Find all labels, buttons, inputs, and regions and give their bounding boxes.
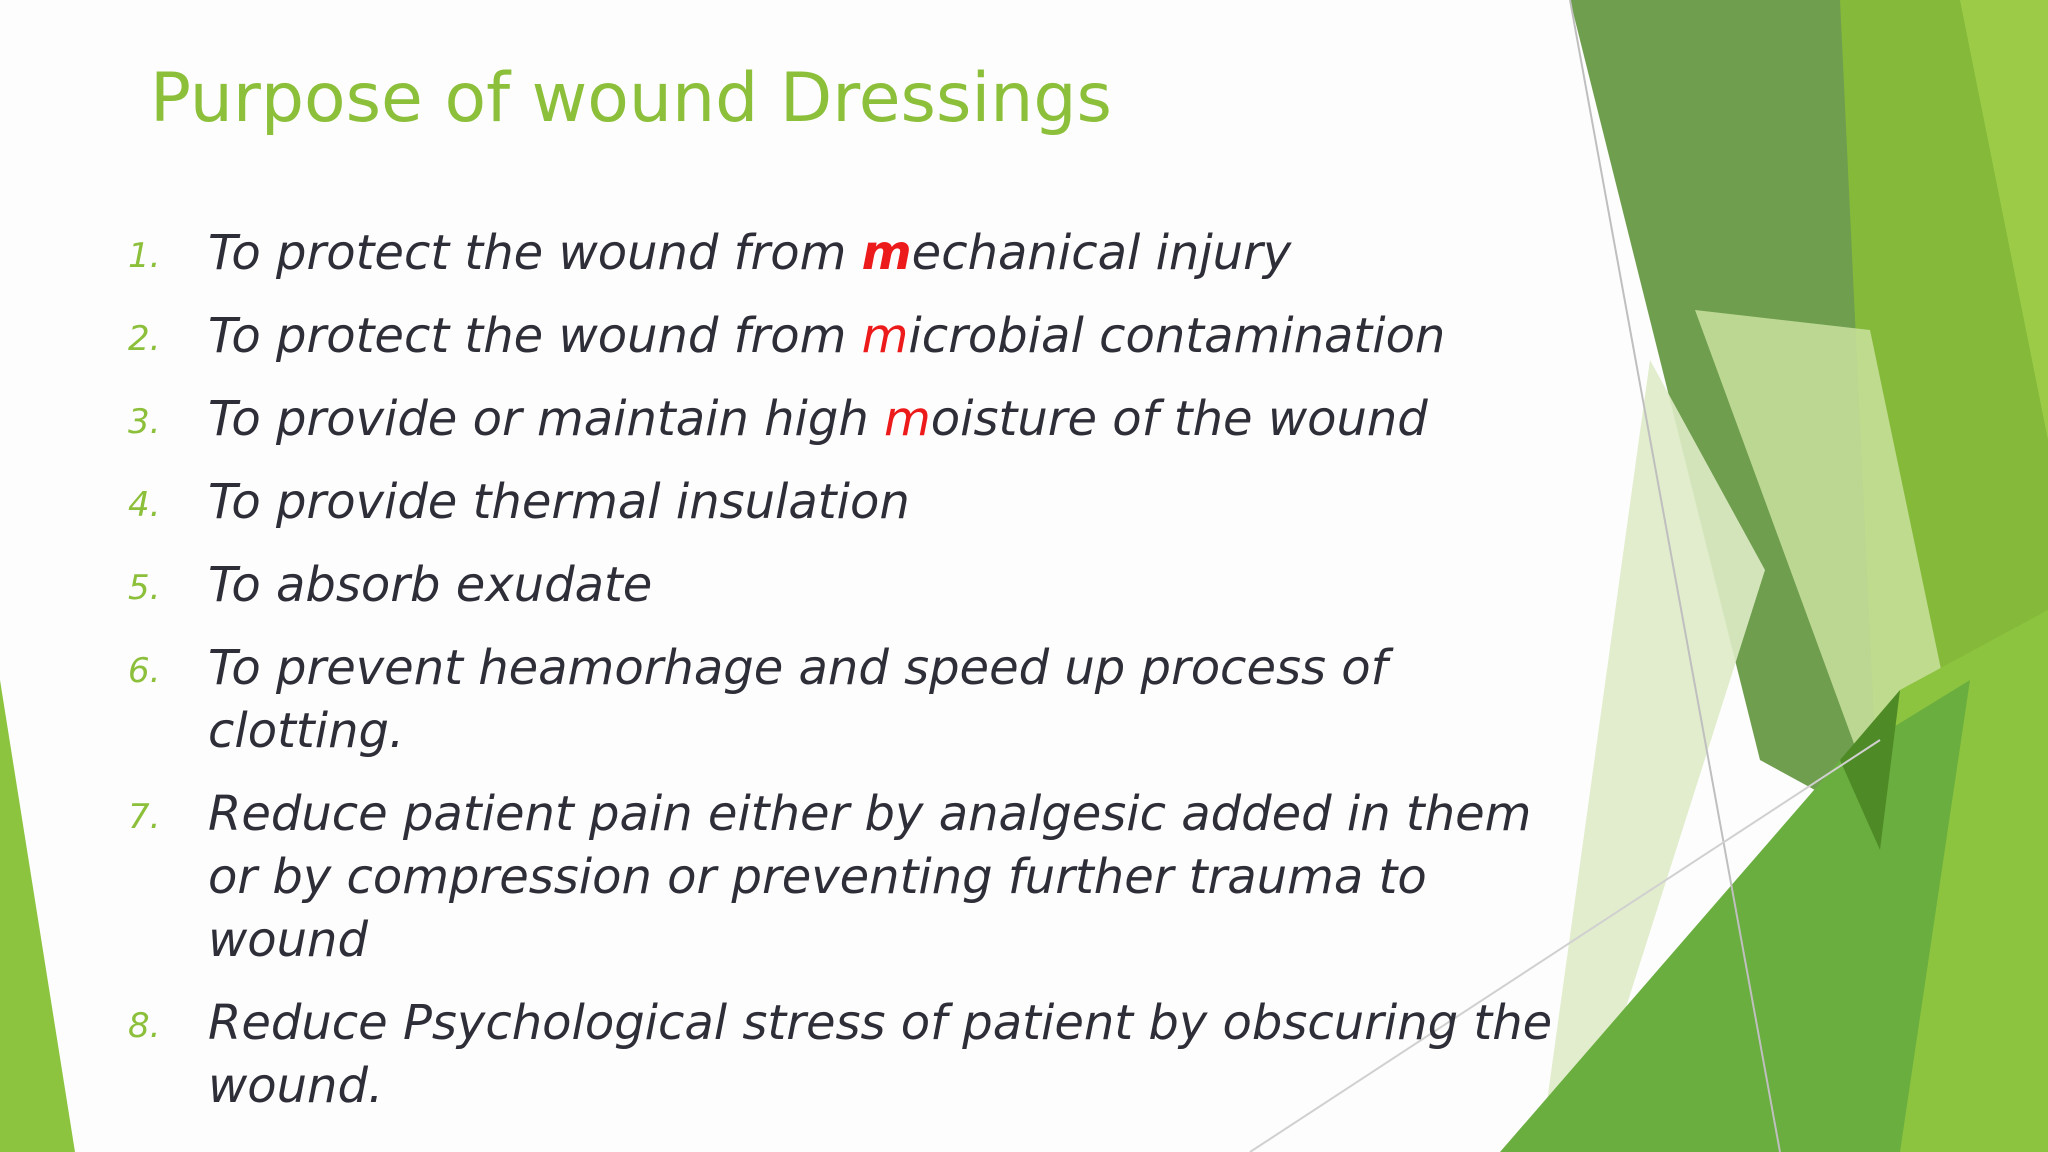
- list-item: [128, 783, 1588, 972]
- list-text: To absorb exudate: [208, 557, 653, 613]
- list-text: Reduce patient pain either by analgesic added in them or by compression or preventing further trauma to wound: [208, 786, 1532, 968]
- list-item: [128, 637, 1588, 763]
- list-number: 3.: [128, 402, 161, 442]
- list-item: [128, 305, 1588, 368]
- list-item: [128, 471, 1588, 534]
- list-number: 7.: [128, 797, 161, 837]
- list-number: 5.: [128, 568, 161, 608]
- list-text: [208, 222, 1588, 285]
- list-item: [128, 388, 1588, 451]
- item-text-part: To provide or maintain high: [208, 391, 885, 447]
- list-text: [208, 388, 1588, 451]
- purpose-list: [128, 222, 1588, 1138]
- list-text: To provide thermal insulation: [208, 474, 910, 530]
- list-text: [208, 305, 1588, 368]
- highlight-letter: m: [861, 225, 912, 281]
- list-number: 8.: [128, 1006, 161, 1046]
- list-number: 4.: [128, 485, 161, 525]
- item-text-part: To protect the wound from: [208, 308, 862, 364]
- highlight-letter: m: [884, 391, 931, 447]
- list-item: [128, 554, 1588, 617]
- highlight-letter: m: [861, 308, 909, 364]
- list-item: [128, 222, 1588, 285]
- list-item: [128, 992, 1588, 1118]
- left-green-shape: [0, 680, 75, 1152]
- list-number: 1.: [128, 236, 161, 276]
- list-number: 6.: [128, 651, 161, 691]
- item-text-part: echanical injury: [911, 225, 1292, 281]
- item-text-part: To protect the wound from: [208, 225, 862, 281]
- list-text: Reduce Psychological stress of patient by obscuring the wound.: [208, 995, 1553, 1114]
- item-text-part: icrobial contamination: [908, 308, 1446, 364]
- item-text-part: oisture of the wound: [930, 391, 1428, 447]
- list-text: To prevent heamorhage and speed up process of clotting.: [208, 640, 1388, 759]
- slide-title: Purpose of wound Dressings: [150, 59, 1112, 138]
- list-number: 2.: [128, 319, 161, 359]
